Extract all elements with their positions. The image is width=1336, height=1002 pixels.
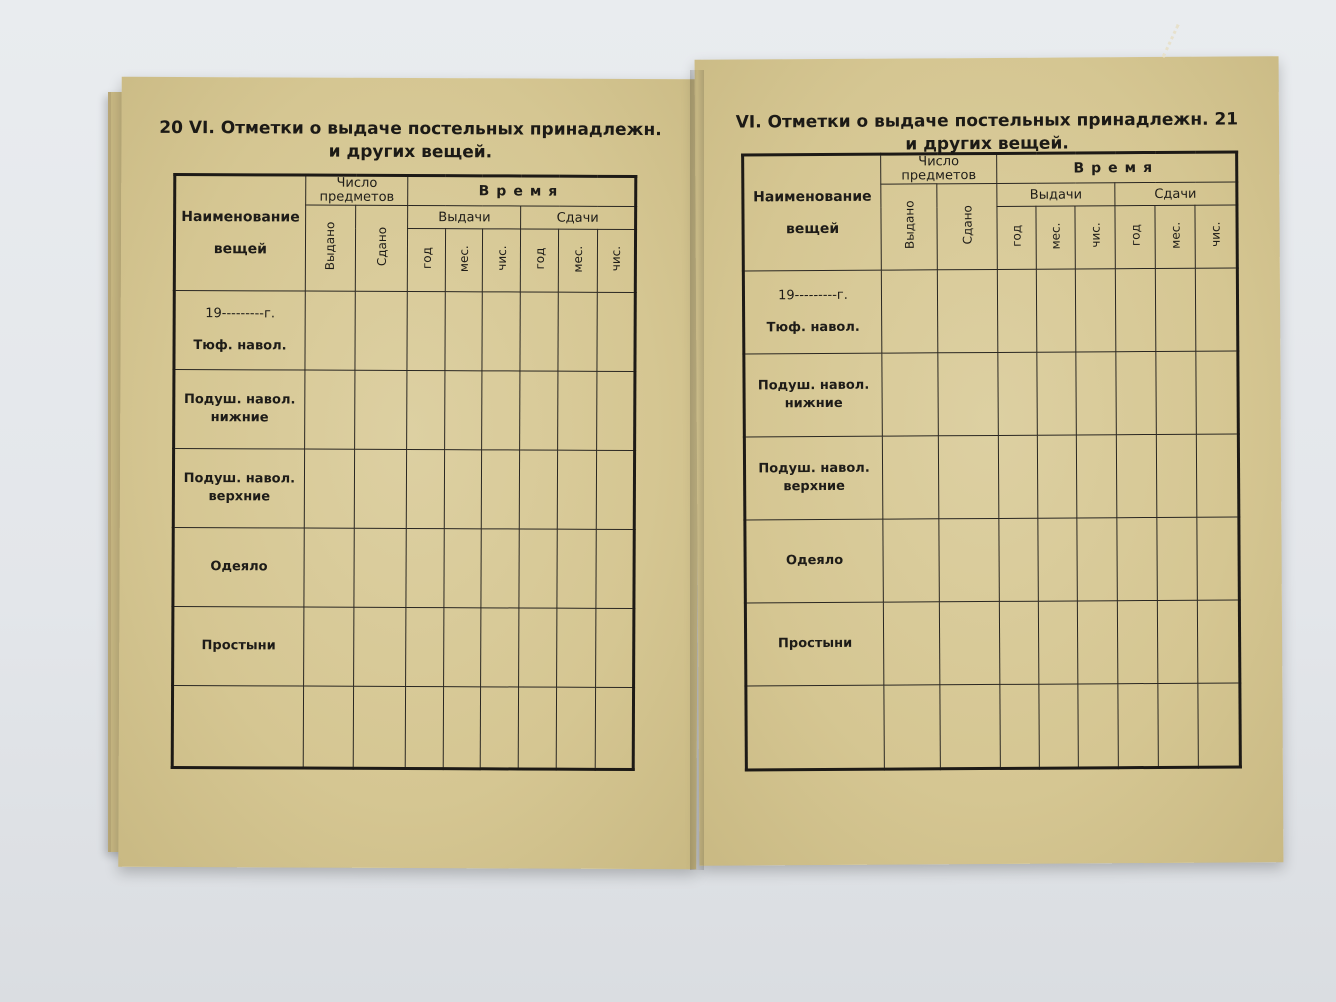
table-row xyxy=(173,448,634,529)
table-row xyxy=(745,600,1240,686)
header-returned: Сдано xyxy=(937,183,998,269)
item-label: Простыни xyxy=(745,602,884,686)
table-row xyxy=(745,517,1240,603)
header-time: Время xyxy=(997,152,1237,183)
header-returned: Сдано xyxy=(355,205,408,291)
date-prefix: 19---------г. xyxy=(778,287,848,304)
header-time: Время xyxy=(408,175,636,206)
left-page-number: 20 xyxy=(159,117,183,139)
header-issue-month: мес. xyxy=(1036,206,1075,269)
left-page-title xyxy=(121,117,699,166)
header-issue-year: год xyxy=(408,228,446,291)
right-ledger-table xyxy=(741,150,1242,771)
item-label-empty xyxy=(172,685,303,768)
header-return: Сдачи xyxy=(521,206,636,230)
right-page xyxy=(695,56,1284,866)
table-row xyxy=(743,268,1238,354)
left-page xyxy=(118,77,699,870)
header-return-month: мес. xyxy=(1155,205,1195,268)
item-label: Подуш. навол. верхние xyxy=(744,436,883,520)
left-title-line2: и других вещей. xyxy=(328,141,493,163)
header-return-month: мес. xyxy=(559,229,598,292)
table-row xyxy=(172,685,633,769)
item-label: Подуш. навол. нижние xyxy=(174,369,305,449)
header-issued: Выдано xyxy=(881,184,938,270)
table-row xyxy=(174,290,635,371)
header-issue-year: год xyxy=(997,206,1036,269)
item-label: Подуш. навол. верхние xyxy=(173,448,304,528)
item-label: Тюф. навол. xyxy=(193,338,287,354)
item-label: Одеяло xyxy=(173,527,304,607)
right-page-number: 21 xyxy=(1214,109,1239,130)
header-item-count: Число предметов xyxy=(305,175,408,205)
item-label: Простыни xyxy=(173,606,304,686)
header-issue-day: чис. xyxy=(1075,206,1115,269)
right-title-line2: и других вещей. xyxy=(905,133,1069,155)
header-return: Сдачи xyxy=(1115,182,1237,206)
header-return-year: год xyxy=(520,229,559,292)
header-issue: Выдачи xyxy=(408,205,521,228)
right-title-line1: VI. Отметки о выдаче постельных принадлежн. xyxy=(735,109,1209,133)
table-row xyxy=(173,606,634,687)
table-row xyxy=(173,527,634,608)
header-issue: Выдачи xyxy=(997,183,1115,207)
table-row xyxy=(744,351,1239,437)
item-label: Подуш. навол. нижние xyxy=(744,353,883,437)
item-cell xyxy=(174,290,305,370)
date-prefix: 19---------г. xyxy=(205,306,276,322)
table-row xyxy=(744,434,1239,520)
header-issue-month: мес. xyxy=(445,229,483,292)
header-issued: Выдано xyxy=(305,205,356,291)
left-title-line1: VI. Отметки о выдаче постельных принадлежн. xyxy=(188,118,662,141)
header-item-name: Наименование вещей xyxy=(743,154,882,271)
item-cell xyxy=(743,270,882,354)
table-row xyxy=(746,683,1241,770)
table-row xyxy=(174,369,635,450)
header-item-count: Число предметов xyxy=(881,153,997,184)
header-return-day: чис. xyxy=(597,229,636,292)
header-return-day: чис. xyxy=(1195,205,1237,268)
header-item-name: Наименование вещей xyxy=(174,174,305,291)
item-label-empty xyxy=(746,685,885,770)
item-label: Тюф. навол. xyxy=(766,319,860,336)
left-ledger-table xyxy=(171,173,638,771)
booklet-spine xyxy=(690,70,704,870)
header-return-year: год xyxy=(1115,205,1155,268)
item-label: Одеяло xyxy=(745,519,884,603)
header-issue-day: чис. xyxy=(482,229,521,292)
